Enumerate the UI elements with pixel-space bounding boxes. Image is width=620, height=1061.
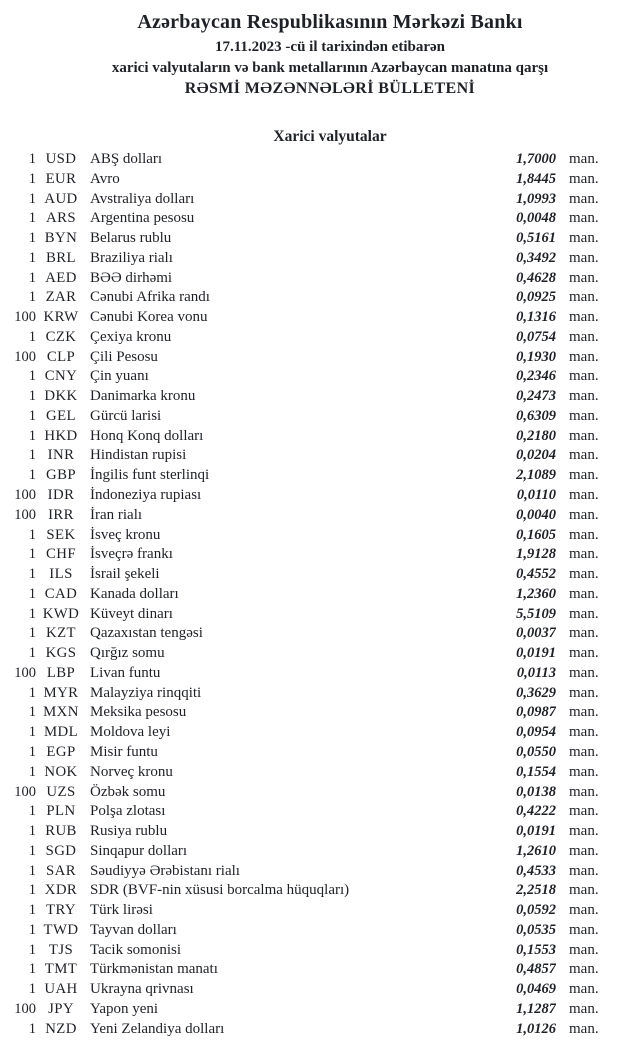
currency-rate: 0,1554 [516, 763, 556, 780]
table-row [0, 1020, 620, 1040]
currency-quantity: 100 [14, 506, 36, 523]
currency-unit-label: man. [569, 506, 599, 523]
currency-name: Tacik somonisi [90, 941, 182, 958]
currency-quantity: 1 [28, 645, 36, 662]
currency-code: EUR [45, 170, 77, 187]
currency-unit-label: man. [569, 230, 599, 247]
subject-line: xarici valyutaların və bank metallarının Azərbaycan manatına qarşı [111, 60, 549, 76]
table-row [0, 170, 620, 190]
currency-code: SEK [46, 526, 76, 543]
table-row [0, 1000, 620, 1020]
currency-quantity: 1 [28, 230, 36, 247]
table-row [0, 288, 620, 308]
currency-rate: 0,3492 [516, 249, 556, 266]
currency-rate: 0,0138 [516, 783, 556, 800]
currency-quantity: 1 [28, 546, 36, 563]
currency-name: Kanada dolları [90, 585, 179, 602]
table-row [0, 763, 620, 783]
currency-code: SAR [46, 862, 76, 879]
currency-rate: 0,0550 [516, 743, 556, 760]
table-row [0, 348, 620, 368]
currency-name: İsveçrə frankı [90, 546, 173, 563]
currency-name: Ukrayna qrivnası [90, 981, 194, 998]
currency-name: Küveyt dinarı [90, 605, 173, 622]
currency-code: RUB [45, 823, 77, 840]
currency-name: Polşa zlotası [90, 803, 166, 820]
table-row [0, 684, 620, 704]
table-row [0, 585, 620, 605]
currency-rate: 0,3629 [516, 684, 556, 701]
currency-quantity: 1 [28, 704, 36, 721]
currency-quantity: 1 [28, 289, 36, 306]
currency-name: Livan funtu [90, 664, 161, 681]
bulletin-header [0, 0, 620, 98]
currency-code: HKD [44, 427, 78, 444]
currency-unit-label: man. [569, 724, 599, 741]
currency-quantity: 1 [28, 823, 36, 840]
currency-name: Avstraliya dolları [90, 190, 195, 207]
currency-unit-label: man. [569, 981, 599, 998]
table-row [0, 881, 620, 901]
currency-rate: 0,1553 [516, 941, 556, 958]
table-row [0, 249, 620, 269]
currency-unit-label: man. [569, 921, 599, 938]
currency-name: ABŞ dolları [90, 151, 163, 167]
currency-rate: 0,4857 [516, 961, 556, 978]
currency-unit-label: man. [569, 763, 599, 780]
currency-rate: 0,1316 [516, 309, 556, 326]
table-row [0, 644, 620, 664]
currency-quantity: 100 [14, 348, 36, 365]
currency-unit-label: man. [569, 170, 599, 187]
currency-name: Misir funtu [90, 743, 158, 760]
currency-unit-label: man. [569, 961, 599, 978]
table-row [0, 328, 620, 348]
currency-code: CNY [44, 368, 78, 385]
currency-quantity: 1 [28, 803, 36, 820]
currency-code: BYN [44, 230, 78, 247]
currency-code: TJS [48, 941, 74, 958]
currency-name: Danimarka kronu [90, 388, 196, 405]
currency-quantity: 1 [28, 763, 36, 780]
currency-name: Yeni Zelandiya dolları [90, 1020, 225, 1037]
currency-quantity: 1 [28, 151, 36, 167]
currency-name: Səudiyyə Ərəbistanı rialı [90, 862, 240, 879]
rates-table [0, 150, 620, 1039]
currency-rate: 0,1605 [516, 526, 556, 543]
currency-name: Honq Konq dolları [90, 427, 204, 444]
currency-name: Çili Pesosu [90, 348, 158, 365]
currency-rate: 0,0535 [516, 921, 556, 938]
currency-code: IDR [47, 487, 75, 504]
currency-rate: 0,4533 [516, 862, 556, 879]
currency-quantity: 100 [14, 783, 36, 800]
currency-unit-label: man. [569, 1000, 599, 1017]
currency-rate: 0,0754 [516, 328, 556, 345]
currency-code: PLN [46, 803, 76, 820]
table-row [0, 960, 620, 980]
currency-rate: 1,2360 [516, 585, 556, 602]
currency-name: Yapon yeni [90, 1000, 159, 1017]
currency-rate: 0,0191 [516, 645, 556, 662]
currency-rate: 0,0204 [516, 447, 556, 464]
currency-quantity: 1 [28, 961, 36, 978]
currency-rate: 0,4222 [516, 803, 556, 820]
currency-name: İsveç kronu [90, 526, 161, 543]
currency-unit-label: man. [569, 823, 599, 840]
table-row [0, 842, 620, 862]
table-row [0, 229, 620, 249]
currency-unit-label: man. [569, 407, 599, 424]
table-row [0, 605, 620, 625]
table-row [0, 703, 620, 723]
currency-quantity: 1 [28, 388, 36, 405]
table-row [0, 446, 620, 466]
currency-unit-label: man. [569, 289, 599, 306]
currency-quantity: 1 [28, 328, 36, 345]
bulletin-title: RƏSMİ MƏZƏNNƏLƏRİ BÜLLETENİ [184, 80, 476, 97]
currency-unit-label: man. [569, 546, 599, 563]
currency-rate: 0,2180 [516, 427, 556, 444]
currency-name: İngilis funt sterlinqi [90, 467, 210, 484]
currency-unit-label: man. [569, 743, 599, 760]
currency-code: USD [45, 151, 77, 167]
currency-code: TWD [43, 921, 79, 938]
currency-code: GEL [46, 407, 76, 424]
currency-rate: 0,2473 [516, 388, 556, 405]
currency-code: CHF [46, 546, 76, 563]
currency-quantity: 1 [28, 625, 36, 642]
currency-quantity: 1 [28, 427, 36, 444]
currency-code: KWD [42, 605, 80, 622]
currency-unit-label: man. [569, 902, 599, 919]
currency-rate: 1,1287 [516, 1000, 556, 1017]
table-row [0, 743, 620, 763]
currency-unit-label: man. [569, 388, 599, 405]
currency-name: Sinqapur dolları [90, 842, 188, 859]
currency-code: MYR [43, 684, 79, 701]
currency-unit-label: man. [569, 585, 599, 602]
currency-rate: 0,6309 [516, 407, 556, 424]
table-row [0, 466, 620, 486]
currency-quantity: 1 [28, 1020, 36, 1037]
currency-unit-label: man. [569, 328, 599, 345]
currency-unit-label: man. [569, 526, 599, 543]
table-row [0, 269, 620, 289]
table-row [0, 901, 620, 921]
currency-name: Avro [90, 170, 120, 187]
currency-name: Özbək somu [90, 783, 166, 800]
currency-unit-label: man. [569, 190, 599, 207]
currency-unit-label: man. [569, 605, 599, 622]
table-row [0, 980, 620, 1000]
currency-rate: 0,0040 [516, 506, 556, 523]
currency-rate: 0,0037 [516, 625, 556, 642]
currency-rate: 1,0126 [516, 1020, 556, 1037]
currency-quantity: 1 [28, 447, 36, 464]
currency-quantity: 1 [28, 585, 36, 602]
currency-unit-label: man. [569, 249, 599, 266]
currency-name: Belarus rublu [90, 230, 172, 247]
currency-unit-label: man. [569, 862, 599, 879]
currency-rate: 0,2346 [516, 368, 556, 385]
currency-unit-label: man. [569, 447, 599, 464]
currency-unit-label: man. [569, 684, 599, 701]
currency-name: Moldova leyi [90, 724, 171, 741]
currency-rate: 1,2610 [516, 842, 556, 859]
table-row [0, 150, 620, 170]
currency-name: Çin yuanı [90, 368, 149, 385]
currency-code: ARS [46, 210, 76, 227]
section-title-foreign-currencies: Xarici valyutalar [273, 128, 387, 145]
currency-quantity: 100 [14, 309, 36, 326]
currency-quantity: 1 [28, 368, 36, 385]
currency-rate: 1,8445 [516, 170, 556, 187]
currency-quantity: 1 [28, 605, 36, 622]
currency-name: Hindistan rupisi [90, 447, 187, 464]
currency-unit-label: man. [569, 348, 599, 365]
currency-rate: 1,7000 [516, 151, 556, 167]
currency-name: SDR (BVF-nin xüsusi borcalma hüquqları) [90, 882, 350, 899]
currency-name: Türk lirəsi [90, 902, 153, 919]
currency-code: TRY [46, 902, 76, 919]
currency-name: BƏƏ dirhəmi [90, 269, 173, 286]
currency-code: LBP [46, 664, 76, 681]
currency-name: Cənubi Korea vonu [90, 309, 208, 326]
currency-unit-label: man. [569, 783, 599, 800]
currency-rate: 0,4628 [516, 269, 556, 286]
currency-quantity: 1 [28, 249, 36, 266]
currency-quantity: 1 [28, 566, 36, 583]
currency-code: ILS [49, 566, 73, 583]
currency-quantity: 100 [14, 487, 36, 504]
currency-code: IRR [48, 506, 74, 523]
currency-code: UZS [46, 783, 76, 800]
table-row [0, 387, 620, 407]
currency-name: Cənubi Afrika randı [90, 289, 210, 306]
currency-unit-label: man. [569, 427, 599, 444]
currency-rate: 0,0954 [516, 724, 556, 741]
currency-rate: 0,0191 [516, 823, 556, 840]
currency-code: AUD [44, 190, 78, 207]
currency-name: Türkmənistan manatı [90, 961, 218, 978]
table-row [0, 486, 620, 506]
currency-code: CLP [46, 348, 76, 365]
currency-rate: 0,4552 [516, 566, 556, 583]
currency-quantity: 1 [28, 269, 36, 286]
currency-quantity: 1 [28, 526, 36, 543]
currency-quantity: 1 [28, 981, 36, 998]
currency-code: CAD [44, 585, 78, 602]
currency-unit-label: man. [569, 309, 599, 326]
currency-code: SGD [45, 842, 77, 859]
currency-name: Gürcü larisi [90, 407, 162, 424]
table-row [0, 506, 620, 526]
effective-date-line: 17.11.2023 -cü il tarixindən etibarən [215, 39, 445, 55]
currency-name: Qırğız somu [90, 645, 165, 662]
currency-quantity: 1 [28, 941, 36, 958]
currency-rate: 0,0987 [516, 704, 556, 721]
currency-quantity: 100 [14, 1000, 36, 1017]
table-row [0, 664, 620, 684]
currency-code: GBP [46, 467, 76, 484]
currency-unit-label: man. [569, 882, 599, 899]
currency-quantity: 1 [28, 210, 36, 227]
currency-code: UAH [44, 981, 78, 998]
currency-code: CZK [45, 328, 77, 345]
table-row [0, 723, 620, 743]
table-row [0, 526, 620, 546]
currency-unit-label: man. [569, 368, 599, 385]
table-row [0, 209, 620, 229]
currency-rate: 2,1089 [516, 467, 556, 484]
bank-title: Azərbaycan Respublikasının Mərkəzi Bankı [137, 11, 523, 33]
currency-rate: 0,0592 [516, 902, 556, 919]
table-row [0, 367, 620, 387]
currency-name: Çexiya kronu [90, 328, 172, 345]
currency-unit-label: man. [569, 269, 599, 286]
currency-code: MDL [43, 724, 79, 741]
currency-code: DKK [44, 388, 78, 405]
currency-rate: 0,0113 [516, 664, 556, 681]
currency-code: KRW [43, 309, 79, 326]
currency-unit-label: man. [569, 1020, 599, 1037]
currency-quantity: 1 [28, 882, 36, 899]
currency-quantity: 1 [28, 170, 36, 187]
currency-rate: 5,5109 [516, 605, 556, 622]
currency-code: AED [45, 269, 77, 286]
currency-quantity: 1 [28, 190, 36, 207]
currency-rate: 0,0469 [516, 981, 556, 998]
currency-name: Meksika pesosu [90, 704, 187, 721]
currency-unit-label: man. [569, 566, 599, 583]
currency-code: MXN [43, 704, 79, 721]
table-row [0, 941, 620, 961]
currency-code: NZD [45, 1020, 77, 1037]
currency-unit-label: man. [569, 704, 599, 721]
currency-quantity: 1 [28, 743, 36, 760]
currency-name: Rusiya rublu [90, 823, 168, 840]
table-row [0, 565, 620, 585]
currency-quantity: 1 [28, 902, 36, 919]
currency-code: NOK [44, 763, 78, 780]
currency-unit-label: man. [569, 645, 599, 662]
table-row [0, 190, 620, 210]
currency-quantity: 1 [28, 862, 36, 879]
currency-rate: 1,0993 [516, 190, 556, 207]
table-row [0, 822, 620, 842]
currency-rate: 0,0110 [516, 487, 556, 504]
currency-quantity: 1 [28, 407, 36, 424]
currency-code: EGP [46, 743, 76, 760]
currency-unit-label: man. [569, 467, 599, 484]
currency-code: XDR [44, 882, 78, 899]
currency-rate: 0,5161 [516, 230, 556, 247]
currency-unit-label: man. [569, 941, 599, 958]
currency-name: Tayvan dolları [90, 921, 177, 938]
currency-unit-label: man. [569, 664, 599, 681]
currency-name: İran rialı [90, 506, 143, 523]
currency-name: İsrail şekeli [90, 566, 160, 583]
currency-rate: 0,0048 [516, 210, 556, 227]
currency-unit-label: man. [569, 625, 599, 642]
table-row [0, 624, 620, 644]
currency-rate: 0,1930 [516, 348, 556, 365]
currency-code: KZT [46, 625, 76, 642]
currency-unit-label: man. [569, 803, 599, 820]
currency-quantity: 100 [14, 664, 36, 681]
currency-code: KGS [45, 645, 77, 662]
currency-name: İndoneziya rupiası [90, 487, 202, 504]
currency-code: JPY [48, 1000, 74, 1017]
table-row [0, 545, 620, 565]
table-row [0, 802, 620, 822]
currency-unit-label: man. [569, 842, 599, 859]
table-row [0, 783, 620, 803]
currency-code: INR [47, 447, 75, 464]
table-row [0, 921, 620, 941]
currency-quantity: 1 [28, 842, 36, 859]
currency-unit-label: man. [569, 487, 599, 504]
currency-code: ZAR [45, 289, 77, 306]
table-row [0, 407, 620, 427]
currency-rate: 0,0925 [516, 289, 556, 306]
currency-unit-label: man. [569, 210, 599, 227]
currency-rate: 2,2518 [516, 882, 556, 899]
currency-name: Argentina pesosu [90, 210, 195, 227]
currency-code: TMT [44, 961, 78, 978]
currency-name: Qazaxıstan tengəsi [90, 625, 203, 642]
currency-rate: 1,9128 [516, 546, 556, 563]
currency-name: Malayziya rinqqiti [90, 684, 202, 701]
table-row [0, 308, 620, 328]
currency-name: Norveç kronu [90, 763, 173, 780]
table-row [0, 862, 620, 882]
currency-name: Braziliya rialı [90, 249, 173, 266]
currency-quantity: 1 [28, 467, 36, 484]
currency-code: BRL [46, 249, 76, 266]
currency-quantity: 1 [28, 724, 36, 741]
table-row [0, 427, 620, 447]
currency-quantity: 1 [28, 684, 36, 701]
currency-unit-label: man. [569, 151, 599, 167]
currency-quantity: 1 [28, 921, 36, 938]
